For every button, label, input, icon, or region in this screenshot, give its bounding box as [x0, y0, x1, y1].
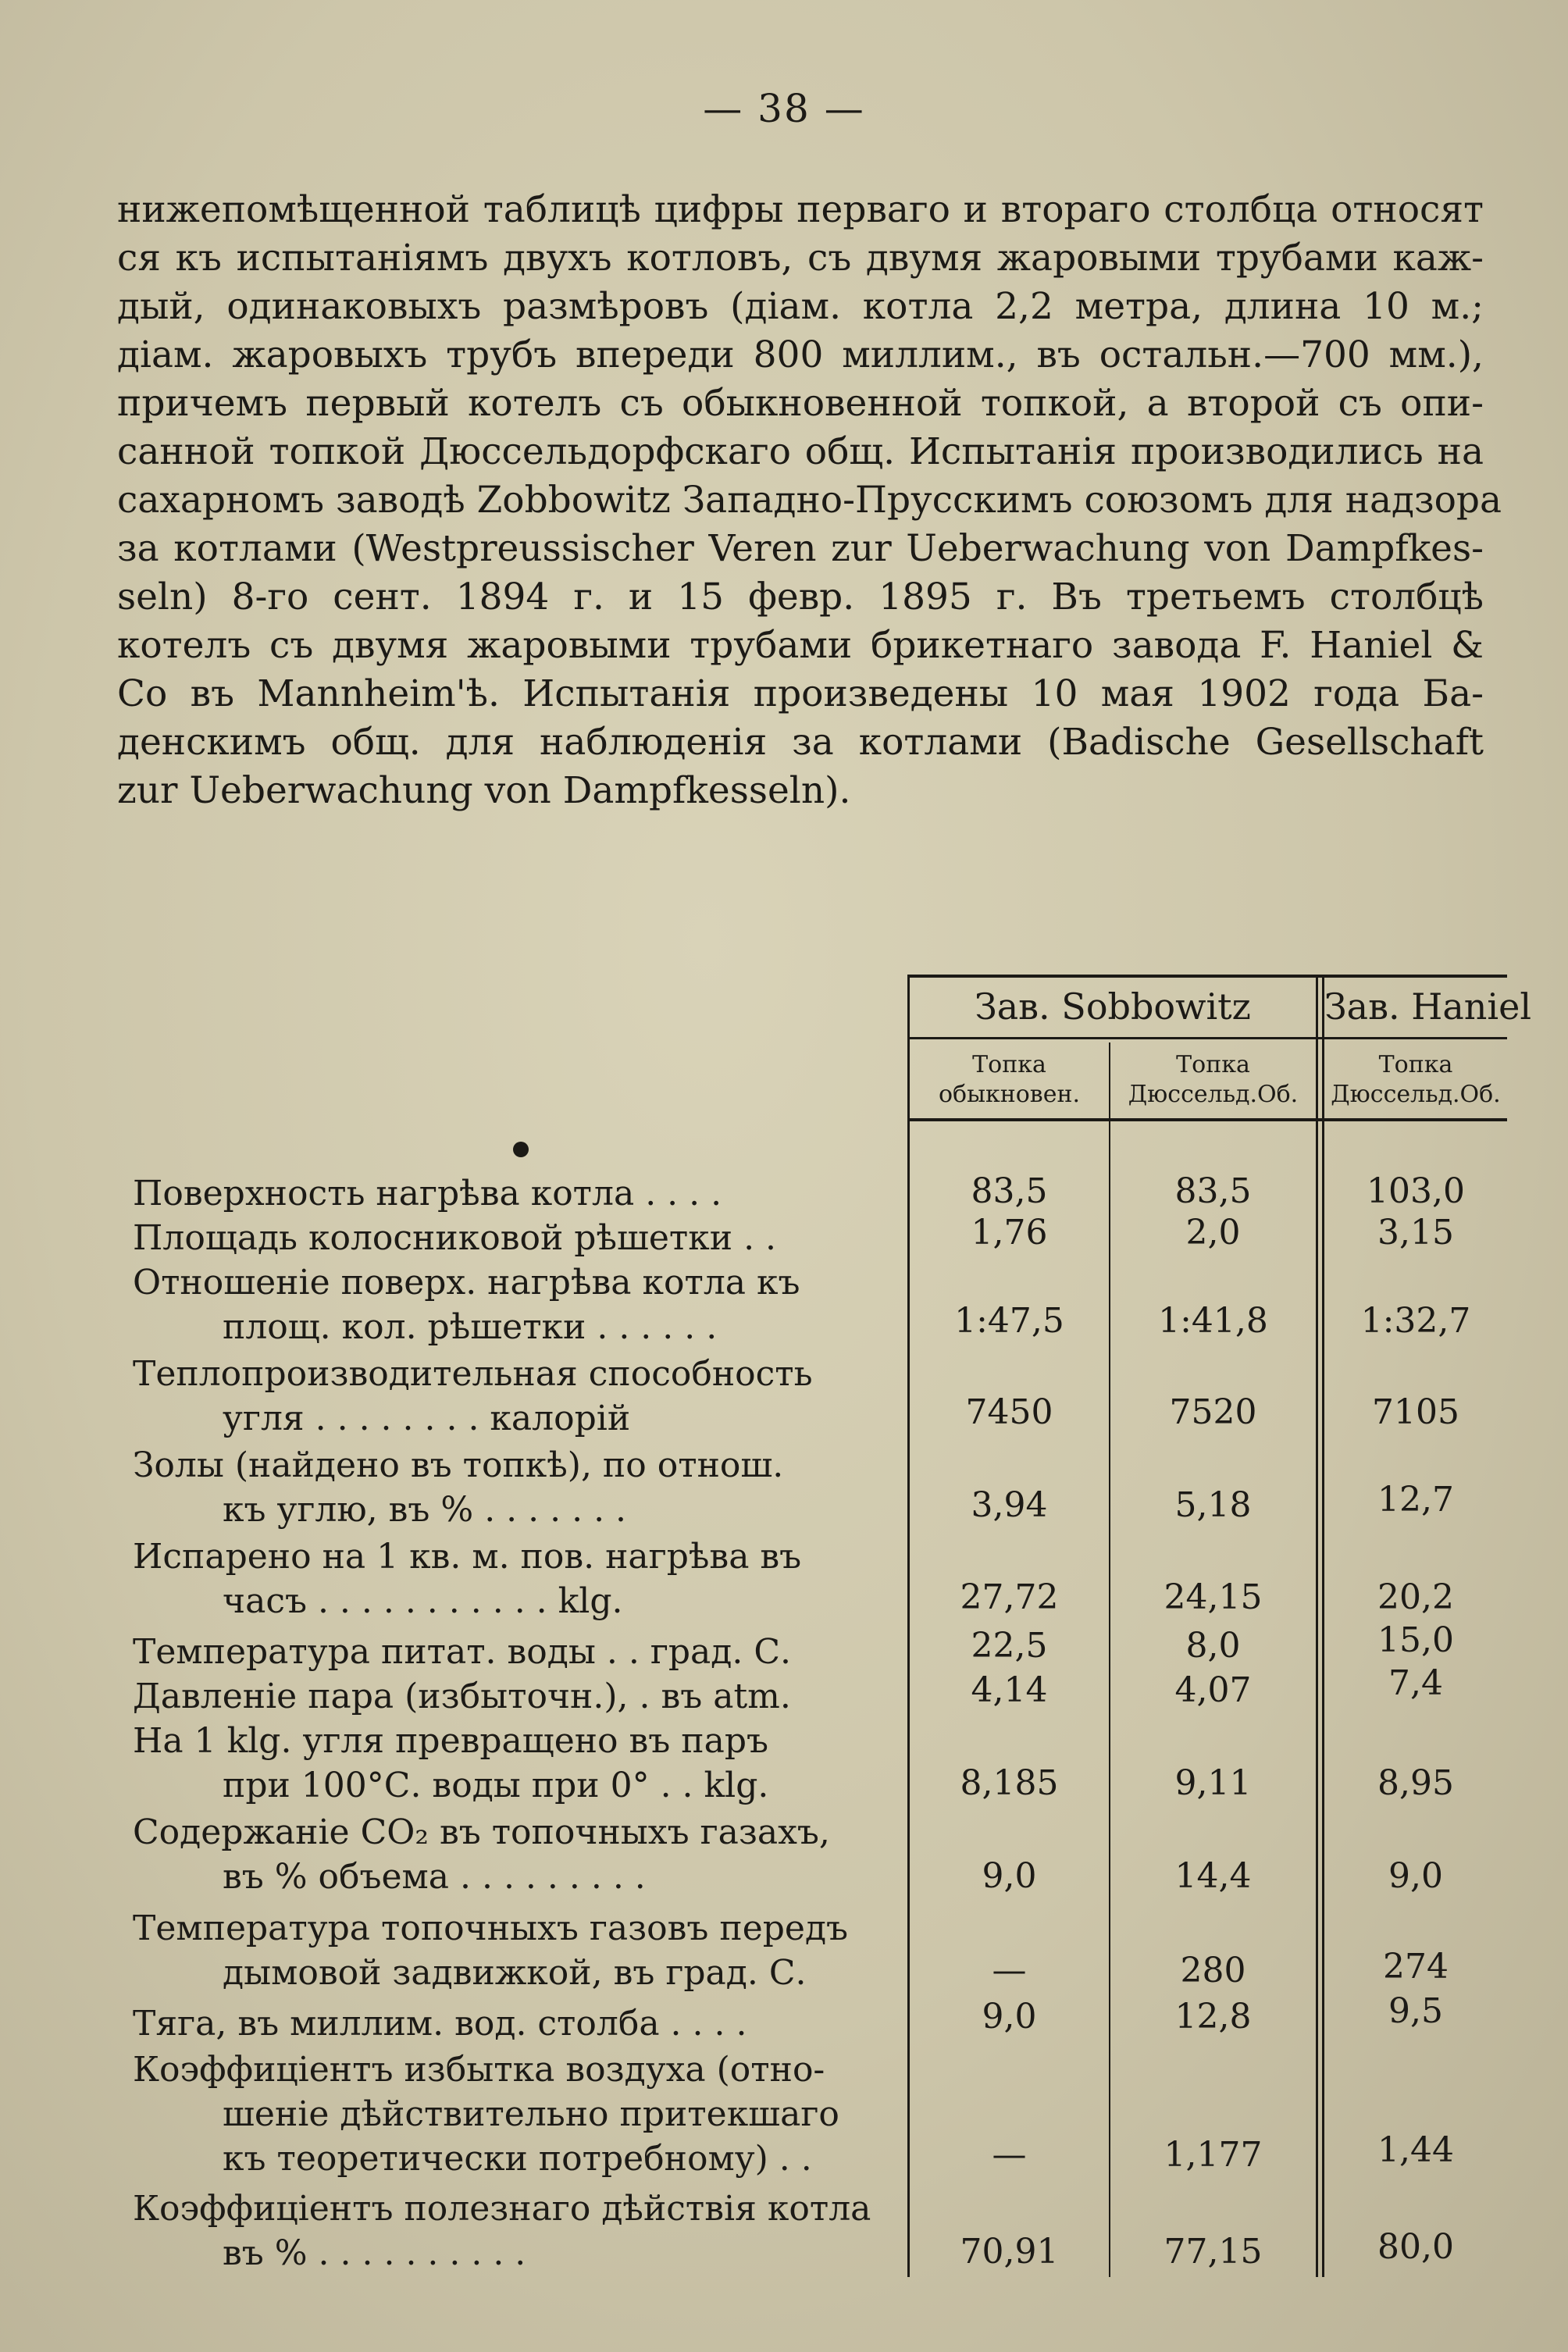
column-header-rule — [910, 1118, 1507, 1121]
table-cell: 1:32,7 — [1360, 1301, 1471, 1341]
table-cell: 9,11 — [1174, 1763, 1252, 1803]
table-cell: 1:47,5 — [954, 1301, 1064, 1341]
paragraph-line: денскимъ общ. для наблюденія за котлами (Badische Gesellschaft — [117, 721, 1484, 764]
table-cell: 14,4 — [1174, 1856, 1252, 1896]
table-row-label: Давленіе пара (избыточн.), . въ atm. — [133, 1677, 791, 1716]
table-cell: 1,44 — [1377, 2130, 1454, 2170]
table-cell: 4,14 — [971, 1670, 1048, 1710]
table-cell: 2,0 — [1185, 1213, 1241, 1253]
table-row-label: Отношеніе поверх. нагрѣва котла къ площ. кол. рѣшетки . . . . . . — [133, 1263, 800, 1347]
table-cell: 8,95 — [1377, 1763, 1454, 1803]
table-cell: 77,15 — [1164, 2232, 1263, 2272]
table-cell: 7105 — [1372, 1392, 1459, 1432]
table-row-label: Коэффиціентъ избытка воздуха (отно- шеніе дѣйствительно притекшаго къ теоретически потребному) . . — [133, 2050, 839, 2179]
haniel-group-divider — [1316, 975, 1318, 2277]
column-header-ordinary-furnace: Топка обыкновен. — [939, 1051, 1080, 1108]
table-cell: 8,0 — [1185, 1626, 1241, 1666]
table-cell: 9,0 — [982, 1856, 1037, 1896]
paragraph-line: zur Ueberwachung von Dampfkesseln). — [117, 769, 851, 812]
table-cell: 83,5 — [1174, 1171, 1252, 1211]
table-cell: 274 — [1383, 1947, 1449, 1987]
table-row-label: Поверхность нагрѣва котла . . . . — [133, 1174, 722, 1213]
table-cell: 9,0 — [982, 1997, 1037, 2037]
table-cell: 103,0 — [1367, 1171, 1465, 1211]
column-header-haniel-duesseldorf-furnace: Топка Дюссельд.Об. — [1331, 1051, 1501, 1108]
table-row-label: Теплопроизводительная способность угля . . . . . . . . калорій — [133, 1354, 813, 1438]
table-cell: 80,0 — [1377, 2227, 1454, 2267]
group-header-rule — [910, 1037, 1507, 1039]
table-cell: 4,07 — [1174, 1670, 1252, 1710]
table-cell: 83,5 — [971, 1171, 1048, 1211]
table-cell: 12,8 — [1174, 1997, 1252, 2037]
table-row-label: Тяга, въ миллим. вод. столба . . . . — [133, 2004, 747, 2044]
paragraph-line: seln) 8-го сент. 1894 г. и 15 февр. 1895 г. Въ третьемъ столбцѣ — [117, 576, 1484, 618]
table-cell: 1,177 — [1164, 2135, 1263, 2175]
table-row-label: На 1 klg. угля превращено въ паръ при 100°С. воды при 0° . . klg. — [133, 1721, 769, 1805]
ink-dot — [513, 1142, 529, 1157]
table-cell: 280 — [1180, 1951, 1246, 1990]
table-cell: 9,0 — [1388, 1856, 1443, 1896]
column-header-duesseldorf-furnace: Топка Дюссельд.Об. — [1128, 1051, 1299, 1108]
table-cell: 24,15 — [1164, 1577, 1263, 1617]
paragraph-line: сахарномъ заводѣ Zobbowitz Западно-Прусскимъ союзомъ для надзора — [117, 479, 1502, 522]
paragraph-line: санной топкой Дюссельдорфскаго общ. Испытанія производились на — [117, 430, 1484, 473]
table-cell: 20,2 — [1377, 1577, 1454, 1617]
table-cell: 1:41,8 — [1158, 1301, 1268, 1341]
table-row-label: Температура питат. воды . . град. С. — [133, 1632, 792, 1672]
paragraph-line: за котлами (Westpreussischer Veren zur Ueberwachung von Dampfkes- — [117, 527, 1484, 570]
table-cell: 3,94 — [971, 1485, 1048, 1525]
table-cell: 15,0 — [1377, 1620, 1454, 1660]
table-cell: 7520 — [1169, 1392, 1257, 1432]
table-row-label: Золы (найдено въ топкѣ), по отнош. къ углю, въ % . . . . . . . — [133, 1445, 784, 1530]
table-row-label: Содержаніе СО₂ въ топочныхъ газахъ, въ % объема . . . . . . . . . — [133, 1812, 830, 1897]
paragraph-line: причемъ первый котелъ съ обыкновенной топкой, а второй съ опи- — [117, 382, 1484, 425]
table-cell: — — [992, 2135, 1027, 2175]
table-cell: 27,72 — [960, 1577, 1059, 1617]
table-row-label: Температура топочныхъ газовъ передъ дымовой задвижкой, въ град. С. — [133, 1908, 849, 1993]
table-cell: 3,15 — [1377, 1213, 1454, 1253]
table-cell: 5,18 — [1174, 1485, 1252, 1525]
table-cell: 7,4 — [1388, 1663, 1443, 1703]
table-row-label: Площадь колосниковой рѣшетки . . — [133, 1218, 777, 1258]
table-cell: 7450 — [965, 1392, 1053, 1432]
page-number: — 38 — — [703, 86, 865, 131]
paragraph-line: дый, одинаковыхъ размѣровъ (діам. котла 2,2 метра, длина 10 м.; — [117, 285, 1484, 328]
paragraph-line: нижепомѣщенной таблицѣ цифры перваго и втораго столбца относят — [117, 188, 1484, 231]
paragraph-line: ся къ испытаніямъ двухъ котловъ, съ двумя жаровыми трубами каж- — [117, 237, 1484, 280]
table-cell: 9,5 — [1388, 1991, 1443, 2031]
group-header-sobbowitz: Зав. Sobbowitz — [975, 985, 1251, 1028]
paragraph-line: котелъ съ двумя жаровыми трубами брикетнаго завода F. Haniel & — [117, 624, 1484, 667]
table-cell: 1,76 — [971, 1213, 1048, 1253]
paragraph-line: діам. жаровыхъ трубъ впереди 800 миллим., въ остальн.—700 мм.), — [117, 333, 1484, 376]
paragraph-line: Co въ Mannheim'ѣ. Испытанія произведены 10 мая 1902 года Ба- — [117, 672, 1484, 715]
table-cell: 22,5 — [971, 1626, 1048, 1666]
table-cell: 70,91 — [960, 2232, 1059, 2272]
table-row-label: Коэффиціентъ полезнаго дѣйствія котла въ % . . . . . . . . . . — [133, 2189, 871, 2273]
table-row-label: Испарено на 1 кв. м. пов. нагрѣва въ часъ . . . . . . . . . . . klg. — [133, 1537, 802, 1621]
table-cell: 8,185 — [960, 1763, 1059, 1803]
group-header-haniel: Зав. Haniel — [1324, 985, 1532, 1028]
table-cell: — — [992, 1951, 1027, 1990]
table-top-rule — [910, 975, 1507, 978]
table-cell: 12,7 — [1377, 1480, 1454, 1520]
